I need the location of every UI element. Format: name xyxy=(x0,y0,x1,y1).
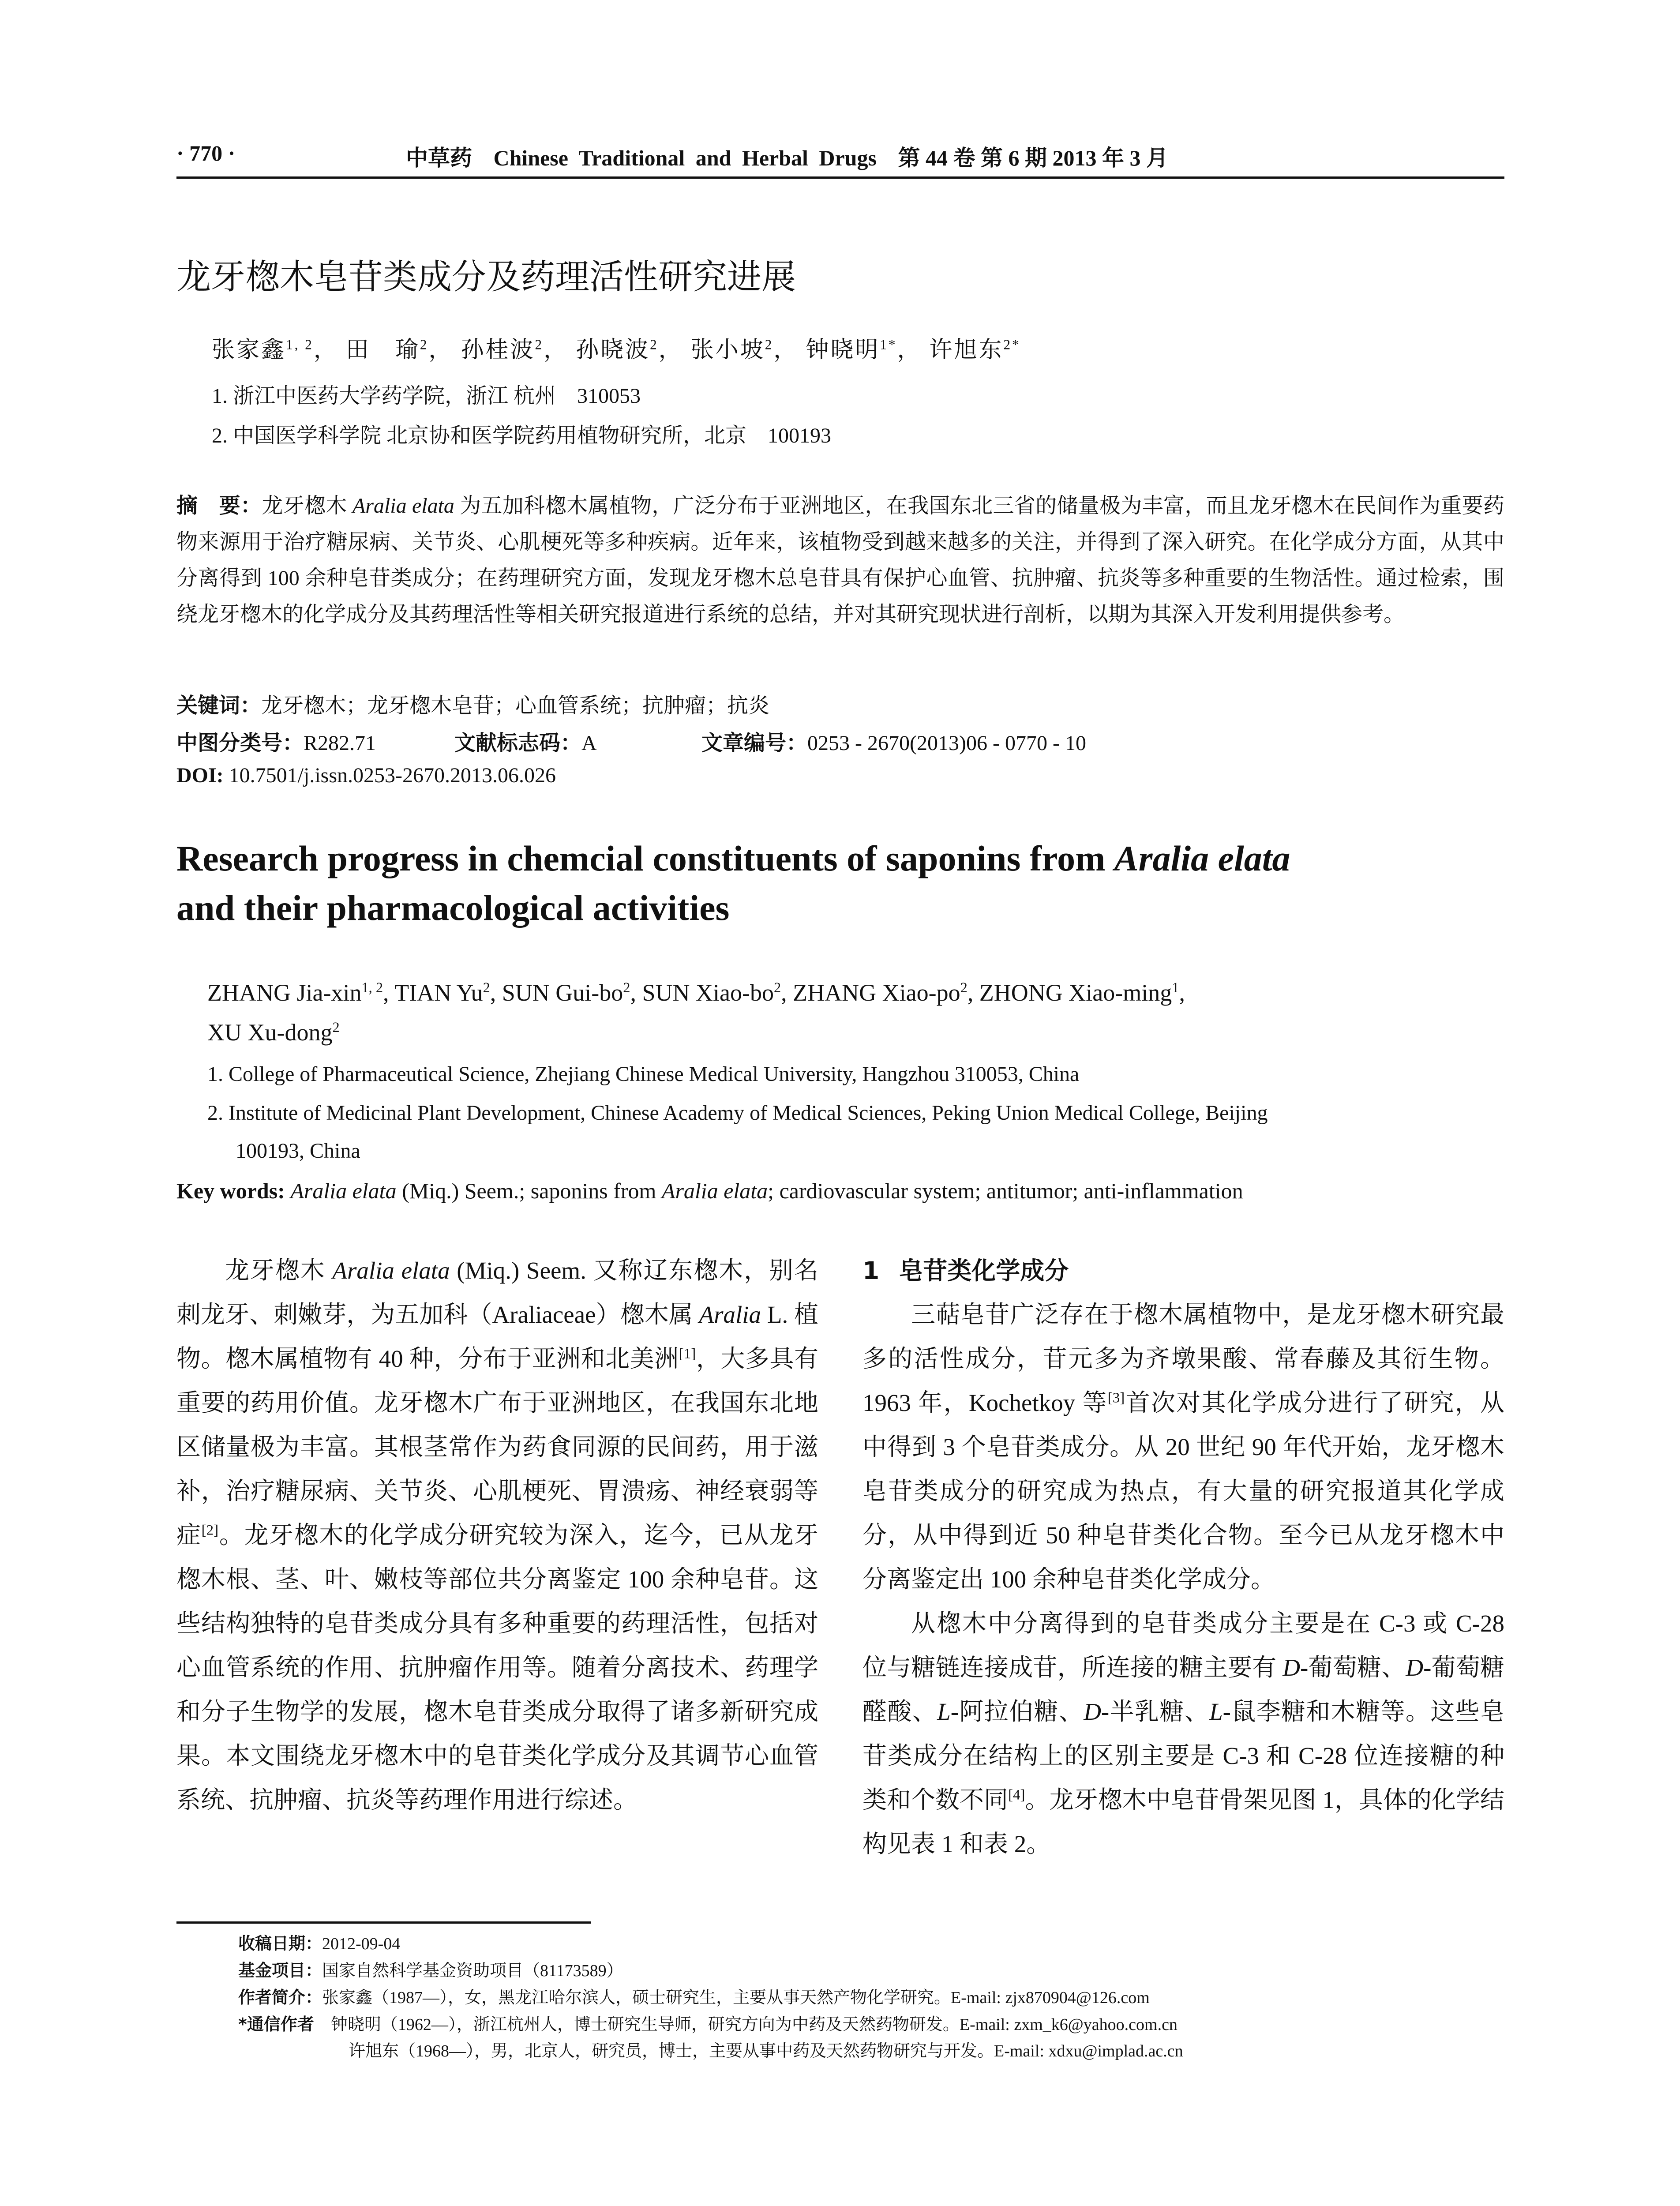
document-code: 文献标志码：A xyxy=(454,731,597,755)
footnote-rule xyxy=(176,1921,591,1924)
section1-paragraph-1: 三萜皂苷广泛存在于楤木属植物中，是龙牙楤木研究最多的活性成分，苷元多为齐墩果酸、常春藤及其衍生物。1963 年，Kochetkoy 等[3]首次对其化学成分进行了研究，从中得到 3 个皂苷类成分。从 20 世纪 90 年代开始，龙牙楤木皂苷类成分的研究成为热点，有大量的研究报道其化学成分，从中得到近 50 种皂苷类化合物。至今已从龙牙楤木中分离鉴定出 100 余种皂苷类化学成分。 xyxy=(862,1301,1504,1593)
en-keywords: Key words: Aralia elata (Miq.) Seem.; saponins from Aralia elata; cardiovascular system; antitumor; anti-inflammation xyxy=(176,1178,1243,1203)
author-bio: 作者简介：张家鑫（1987—），女，黑龙江哈尔滨人，硕士研究生，主要从事天然产物化学研究。E-mail: zjx870904@126.com xyxy=(238,1988,1150,2007)
clc-number: 中图分类号：R282.71 xyxy=(176,731,376,755)
doi-line: DOI: 10.7501/j.issn.0253-2670.2013.06.026 xyxy=(176,764,556,787)
classification-line xyxy=(176,726,1086,756)
abstract-label: 摘 要： xyxy=(176,493,262,518)
body-column-left xyxy=(176,1249,818,1822)
cn-author: 孙晓波$^2$ xyxy=(576,337,659,363)
en-authors: ZHANG Jia-xin$^{1, 2}$, TIAN Yu$^2$, SUN Gui-$bo^2$, SUN Xiao-$bo^2$, ZHANG Xiao-$po^2$, ZHONG Xiao-ming$^1$, XU Xu-dong$^2$ xyxy=(207,979,1185,1046)
cn-author: 田 瑜$^2$ xyxy=(345,337,429,363)
cn-affiliation-2: 2. 中国医学科学院 北京协和医学院药用植物研究所，北京 100193 xyxy=(212,424,832,447)
citation-ref: [4] xyxy=(1008,1787,1025,1803)
running-header xyxy=(176,140,1504,176)
article-number: 文章编号：0253 - 2670(2013)06 - 0770 - 10 xyxy=(701,731,1086,755)
en-author: TIAN Yu$^2$ xyxy=(394,979,490,1006)
body-column-right xyxy=(862,1249,1504,1866)
journal-name-en: Chinese Traditional and Herbal Drugs xyxy=(493,146,877,170)
section1-paragraph-2: 从楤木中分离得到的皂苷类成分主要是在 C-3 或 C-28 位与糖链连接成苷，所连接的糖主要有 D-葡萄糖、D-葡萄糖醛酸、L-阿拉伯糖、D-半乳糖、L-鼠李糖和木糖等。这些皂苷类成分在结构上的区别主要是 C-3 和 C-28 位连接糖的种类和个数不同[4]。龙牙楤木中皂苷骨架见图 1，具体的化学结构见表 1 和表 2。 xyxy=(862,1610,1504,1857)
en-author: ZHONG Xiao-ming$^1$ xyxy=(979,979,1179,1006)
cn-title: 龙牙楤木皂苷类成分及药理活性研究进展 xyxy=(176,257,796,297)
en-affiliation-2: 2. Institute of Medicinal Plant Development, Chinese Academy of Medical Sciences, Peking Union Medical College, Beijing 100193, China xyxy=(207,1101,1268,1163)
fund-info: 基金项目：国家自然科学基金资助项目（81173589） xyxy=(238,1961,623,1980)
section-heading: 1 皂苷类化学成分 xyxy=(862,1257,1069,1285)
abstract-cn: 摘 要：龙牙楤木 Aralia elata 为五加科楤木属植物，广泛分布于亚洲地区，在我国东北三省的储量极为丰富，而且龙牙楤木在民间作为重要药物来源用于治疗糖尿病、关节炎、心肌梗死等多种疾病。近年来，该植物受到越来越多的关注，并得到了深入研究。在化学成分方面，从其中分离得到 100 余种皂苷类成分；在药理研究方面，发现龙牙楤木总皂苷具有保护心血管、抗肿瘤、抗炎等多种重要的生物活性。通过检索，围绕龙牙楤木的化学成分及其药理活性等相关研究报道进行系统的总结，并对其研究现状进行剖析，以期为其深入开发利用提供参考。 xyxy=(176,493,1504,626)
en-author: SUN Xiao-$bo^2$ xyxy=(642,979,781,1006)
en-author: ZHANG Xiao-$po^2$ xyxy=(793,979,968,1006)
header-rule xyxy=(176,176,1504,179)
en-author: SUN Gui-$bo^2$ xyxy=(502,979,630,1006)
footnotes xyxy=(238,1930,1504,2064)
citation-ref: [1] xyxy=(679,1346,696,1362)
page-number: · 770 · xyxy=(176,141,236,165)
cn-authors: 张家鑫$^{1, 2}$， 田 瑜$^2$， 孙桂波$^2$， 孙晓波$^2$， 张小坡$^2$， 钟晓明$^{1*}$， 许旭东$^{2*}$ xyxy=(212,337,1021,363)
doi-link[interactable]: 10.7501/j.issn.0253-2670.2013.06.026 xyxy=(223,764,556,787)
en-title: Research progress in chemcial constituents of saponins from Aralia elata and their pharmacological activities xyxy=(176,838,1290,928)
journal-issue: 第 44 卷 第 6 期 2013 年 3 月 xyxy=(898,146,1168,170)
cn-author: 张小坡$^2$ xyxy=(690,337,774,363)
corresponding-author-2: 许旭东（1968—），男，北京人，研究员，博士，主要从事中药及天然药物研究与开发。E-mail: xdxu@implad.ac.cn xyxy=(349,2042,1183,2060)
en-author: ZHANG Jia-xin$^{1, 2}$ xyxy=(207,979,383,1006)
cn-author: 孙桂波$^2$ xyxy=(461,337,544,363)
keywords-cn: 关键词：龙牙楤木；龙牙楤木皂苷；心血管系统；抗肿瘤；抗炎 xyxy=(176,693,770,718)
en-author: XU Xu-dong$^2$ xyxy=(207,1019,340,1046)
cn-author: 许旭东$^{2*}$ xyxy=(929,337,1021,363)
journal-name-cn: 中草药 xyxy=(406,145,472,171)
citation-ref: [2] xyxy=(201,1522,219,1538)
journal-info xyxy=(406,140,1168,172)
received-date: 收稿日期：2012-09-04 xyxy=(238,1934,401,1953)
citation-ref: [3] xyxy=(1107,1390,1125,1406)
en-affiliation-1: 1. College of Pharmaceutical Science, Zhejiang Chinese Medical University, Hangzhou 310053, China xyxy=(207,1062,1080,1086)
cn-author: 钟晓明$^{1*}$ xyxy=(806,337,897,363)
cn-author: 张家鑫$^{1, 2}$ xyxy=(212,337,314,363)
cn-affiliation-1: 1. 浙江中医药大学药学院，浙江 杭州 310053 xyxy=(212,384,641,408)
corresponding-author: *通信作者 钟晓明（1962—），浙江杭州人，博士研究生导师，研究方向为中药及天然药物研发。E-mail: zxm_k6@yahoo.com.cn xyxy=(238,2015,1178,2034)
intro-paragraph: 龙牙楤木 Aralia elata (Miq.) Seem. 又称辽东楤木，别名刺龙牙、刺嫩芽，为五加科（Araliaceae）楤木属 Aralia L. 植物。楤木属植物有 40 种，分布于亚洲和北美洲[1]，大多具有重要的药用价值。龙牙楤木广布于亚洲地区，在我国东北地区储量极为丰富。其根茎常作为药食同源的民间药，用于滋补，治疗糖尿病、关节炎、心肌梗死、胃溃疡、神经衰弱等症[2]。龙牙楤木的化学成分研究较为深入，迄今，已从龙牙楤木根、茎、叶、嫩枝等部位共分离鉴定 100 余种皂苷。这些结构独特的皂苷类成分具有多种重要的药理活性，包括对心血管系统的作用、抗肿瘤作用等。随着分离技术、药理学和分子生物学的发展，楤木皂苷类成分取得了诸多新研究成果。本文围绕龙牙楤木中的皂苷类化学成分及其调节心血管系统、抗肿瘤、抗炎等药理作用进行综述。 xyxy=(176,1257,818,1813)
